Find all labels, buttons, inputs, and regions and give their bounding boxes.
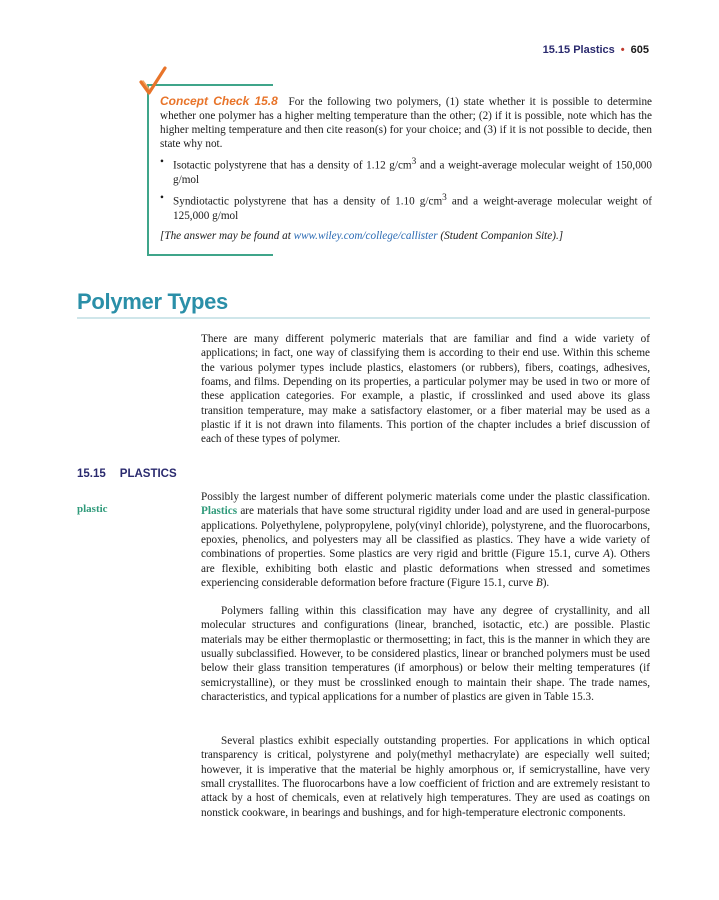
list-item (160, 155, 652, 187)
subsection-title: PLASTICS (119, 468, 177, 480)
answer-suffix: (Student Companion Site).] (437, 230, 564, 243)
curve-label: B (535, 577, 543, 590)
answer-prefix: [The answer may be found at (160, 230, 294, 243)
concept-check-answer (160, 229, 652, 243)
bullet-superscript: 3 (411, 157, 417, 168)
list-item (160, 191, 652, 223)
concept-check-bullets (160, 155, 652, 223)
paragraph-text: ). Others are flexible, exhibiting both elastic and plastic deformations when stressed and sometimes experiencing considerable deformation before fracture (Figure 15.1, curve (201, 548, 650, 590)
bullet-text: Syndiotactic polystyrene that has a density of 1.10 g/cm (173, 196, 443, 209)
concept-check-question-block (160, 94, 652, 151)
bullet-text: Isotactic polystyrene that has a density of 1.12 g/cm (173, 160, 412, 173)
curve-label: A (603, 548, 610, 561)
checkmark-icon (138, 66, 168, 96)
subsection-heading (77, 468, 177, 480)
body-paragraph-1 (201, 490, 650, 590)
paragraph-text: ). (542, 577, 550, 590)
concept-check-content (160, 94, 652, 243)
intro-paragraph: There are many different polymeric materials that are familiar and find a wide variety of applications; in fact, one way of classifying them is according to their end use. Within this scheme the various polymer types include plastics, elastomers (or rubbers), fibers, coatings, adhesives, foams, and films. Depending on its properties, a particular polymer may be used in two or more of these application categories. For example, a plastic, if crosslinked and used above its glass transition temperature, may make a satisfactory elastomer, or a fiber material may be used as a plastic if it is not drawn into filaments. This portion of the chapter includes a brief discussion of each of these types of polymer. (201, 333, 650, 446)
page-number: 605 (630, 44, 649, 56)
running-head-section: 15.15 Plastics (542, 44, 615, 56)
concept-check-title: Concept Check 15.8 (160, 94, 278, 108)
running-head (543, 44, 649, 56)
paragraph-text: are materials that have some structural rigidity under load and are used in general-purpose applications. Polyethylene, polypropylene, poly(vinyl chloride), polystyrene, and the fluorocarbons, epoxies, phenolics, and polyesters may all be classified as plastics. They have a wide variety of combinations of properties. Some plastics are very rigid and brittle (Figure 15.1, curve (201, 505, 650, 561)
bullet-text-cont: and a weight-average molecular weight of 125,000 g/mol (173, 196, 652, 223)
concept-check-question: For the following two polymers, (1) state whether it is possible to determine whether one polymer has a higher melting temperature than the other; (2) if it is possible, note which has the higher melting temperature and then cite reason(s) for your choice; and (3) if it is not possible to decide, then state why not. (160, 96, 653, 151)
bullet-superscript: 3 (442, 193, 447, 204)
separator-dot: • (620, 44, 625, 56)
concept-check-rule-left (147, 84, 149, 256)
answer-link[interactable]: www.wiley.com/college/callister (293, 230, 438, 243)
concept-check-rule-bottom (147, 254, 273, 256)
keyword-plastics: Plastics (201, 505, 238, 518)
margin-glossary-term: plastic (77, 503, 108, 515)
body-paragraph-2: Polymers falling within this classification may have any degree of crystallinity, and all molecular structures and configurations (linear, branched, isotactic, etc.) are possible. Plastic materials may be either thermoplastic or thermosetting; in fact, this is the manner in which they are usually subclassified. However, to be considered plastics, linear or branched polymers must be used below their glass transition temperatures (if amorphous) or below their melting temperatures (if semicrystalline), or they must be crosslinked enough to maintain their shape. The trade names, characteristics, and typical applications for a number of plastics are given in Table 15.3. (201, 605, 650, 704)
subsection-number: 15.15 (77, 468, 106, 480)
section-divider (77, 317, 650, 319)
body-paragraph-3: Several plastics exhibit especially outstanding properties. For applications in which optical transparency is critical, polystyrene and poly(methyl methacrylate) are especially well suited; however, it is imperative that the material be highly amorphous or, if semicrystalline, have very small crystallites. The fluorocarbons have a low coefficient of friction and are extremely resistant to attack by a host of chemicals, even at relatively high temperatures. They are used as coatings on nonstick cookware, in bearings and bushings, and for high-temperature electronic components. (201, 735, 650, 819)
bullet-text-cont: and a weight-average molecular weight of 150,000 g/mol (173, 160, 652, 187)
paragraph-text: Possibly the largest number of different polymeric materials come under the plastic classification. (201, 491, 650, 503)
section-title: Polymer Types (77, 289, 228, 314)
